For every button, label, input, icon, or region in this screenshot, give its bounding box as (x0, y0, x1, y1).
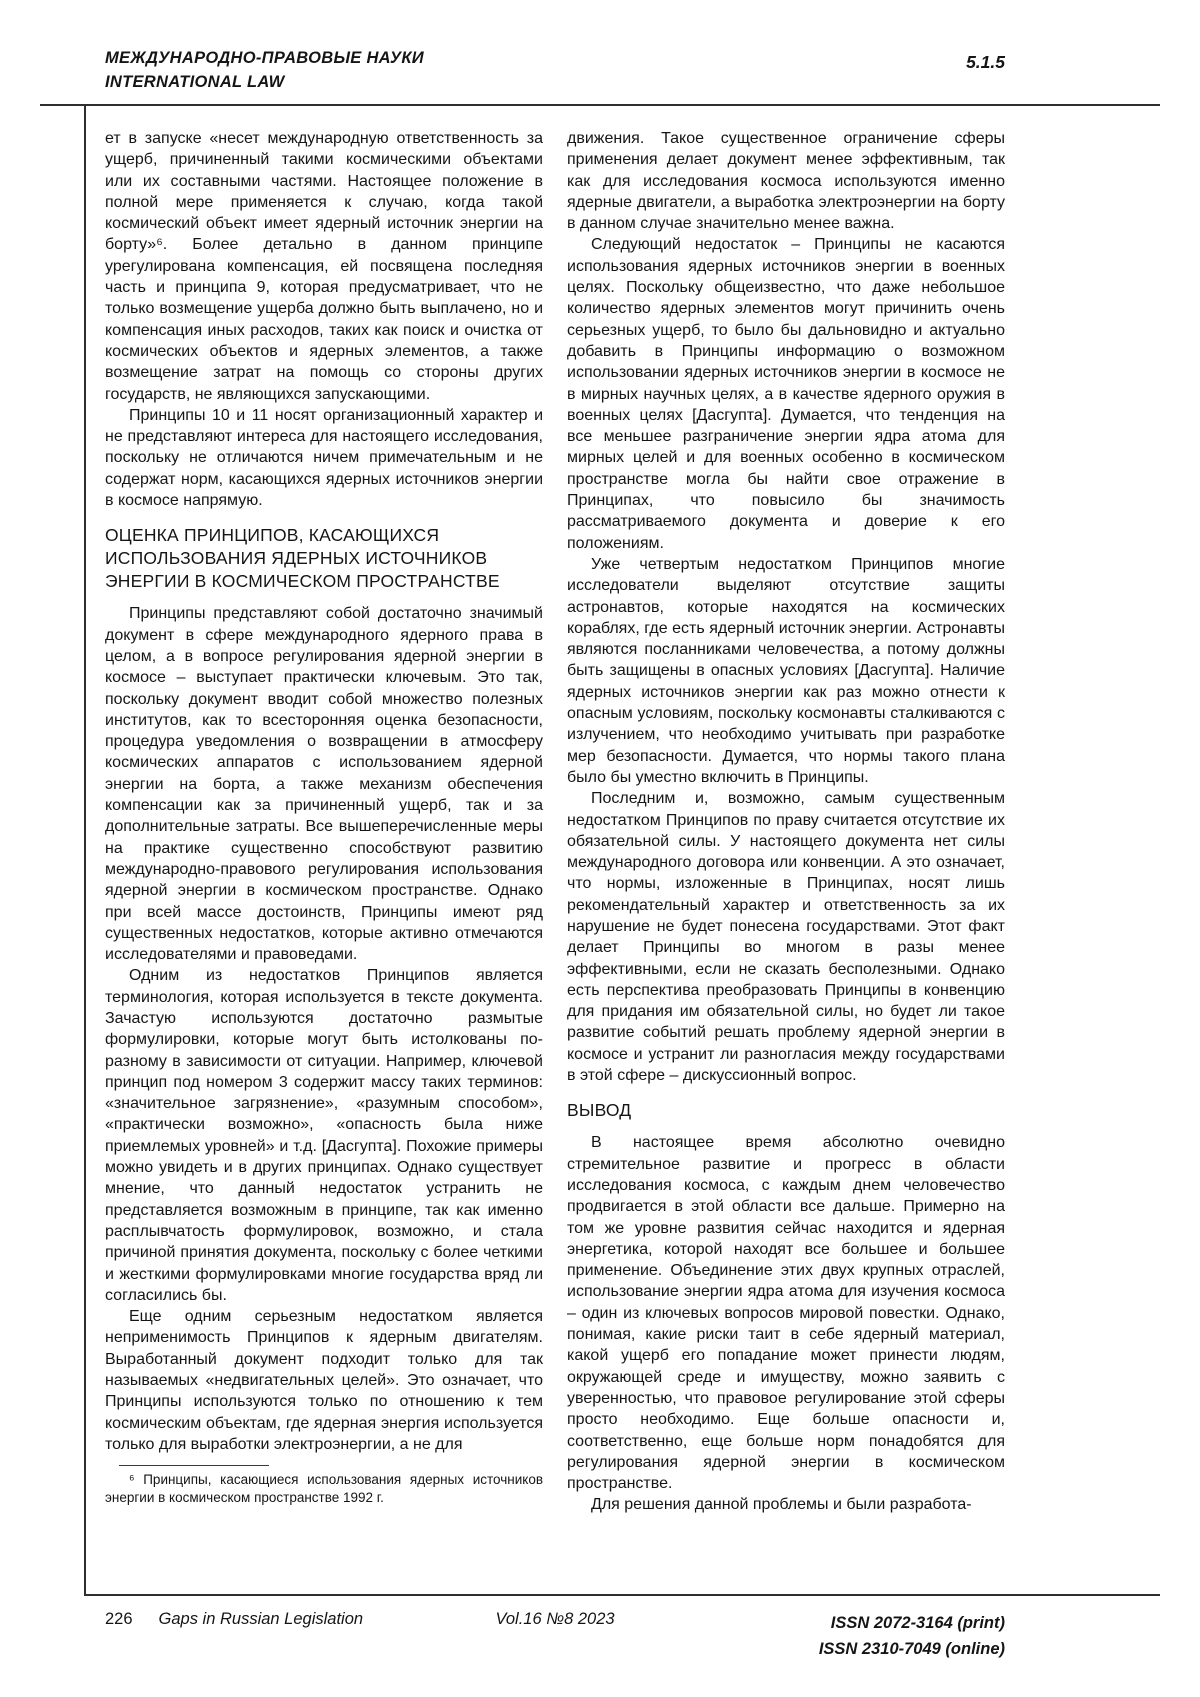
footnote-text: ⁶ Принципы, касающиеся использования ядерных источников энергии в космическом пространстве 1992 г. (105, 1472, 543, 1505)
paragraph: Одним из недостатков Принципов является терминология, которая используется в тексте документа. Зачастую используются достаточно размытые формулировки, которые могут быть истолкованы по-разному в зависимости от ситуации. Например, ключевой принцип под номером 3 содержит массу таких терминов: «значительное загрязнение», «разумным способом», «практически возможно», «опасность была ниже приемлемых уровней» и т.д. [Дасгупта]. Похожие примеры можно увидеть и в других принципах. Однако существует мнение, что данный недостаток устранить не представляется возможным в принципе, так как именно расплывчатость формулировок, возможно, и стала причиной принятия документа, поскольку с более четкими и жесткими формулировками многие государства вряд ли согласились бы. (105, 967, 543, 1304)
footer-rule (84, 1594, 1160, 1596)
page-header (105, 46, 865, 94)
footer-issn (819, 1610, 1005, 1662)
paragraph: Уже четвертым недостатком Принципов многие исследователи выделяют отсутствие защиты астронавтов, которые находятся на космических кораблях, где есть ядерный источник энергии. Астронавты являются посланниками человечества, а потому должны быть защищены в опасных условиях [Дасгупта]. Наличие ядерных источников энергии как раз можно отнести к опасным условиям, поскольку космонавты сталкиваются с излучением, что необходимо учитывать при разработке мер безопасности. Думается, что нормы такого плана было бы уместно включить в Принципы. (567, 555, 1005, 786)
right-column (567, 128, 1005, 1516)
classification-code: 5.1.5 (966, 52, 1005, 72)
issn-online: ISSN 2310-7049 (online) (818, 1640, 1005, 1658)
paragraph: движения. Такое существенное ограничение сферы применения делает документ менее эффективным, так как для исследования космоса используются именно ядерные двигатели, а выработка электроэнергии на борту в данном случае значительно менее важна. (567, 130, 1005, 233)
section-title-ru: МЕЖДУНАРОДНО-ПРАВОВЫЕ НАУКИ (105, 49, 424, 67)
paragraph: Принципы 10 и 11 носят организационный характер и не представляют интереса для настоящего исследования, поскольку не отличаются ничем примечательным и не содержат норм, касающихся ядерных источников энергии в космосе напрямую. (105, 406, 543, 510)
paragraph: Еще одним серьезным недостатком является неприменимость Принципов к ядерным двигателям. Выработанный документ подходит только для так называемых «недвигательных целей». Это означает, что Принципы используются только по отношению к тем космическим объектам, где ядерная энергия используется только для выработки электроэнергии, а не для (105, 1308, 543, 1453)
paragraph: ет в запуске «несет международную ответственность за ущерб, причиненный такими космическими объектами или их составными частями. Настоящее положение в полной мере применяется к случаю, когда такой космический объект имеет ядерный источник энергии на борту»⁶. Более детально в данном принципе урегулирована компенсация, ей посвящена последняя часть и принципа 9, которая предусматривает, что не только возмещение ущерба должно быть выплачено, но и компенсация иных расходов, таких как поиск и очистка от космических объектов и ядерных элементов, а также возмещение затрат на помощь со стороны других государств, не являющихся запускающими. (105, 130, 543, 403)
paragraph: Принципы представляют собой достаточно значимый документ в сфере международного ядерного права в целом, а в вопросе регулирования ядерной энергии в космосе – выступает практически ключевым. Это так, поскольку документ вводит собой множество полезных институтов, как то всесторонняя оценка безопасности, процедура уведомления о возвращении в атмосферу космических аппаратов с использованием ядерной энергии на борта, а также механизм обеспечения компенсации как за причиненный ущерб, так и за дополнительные затраты. Все вышеперечисленные меры на практике существенно способствуют развитию международно-правового регулирования использования ядерной энергии в космическом пространстве. Однако при всей массе достоинств, Принципы имеют ряд существенных недостатков, которые активно отмечаются исследователями и правоведами. (105, 605, 543, 964)
paragraph: Следующий недостаток – Принципы не касаются использования ядерных источников энергии в военных целях. Поскольку общеизвестно, что даже небольшое количество ядерных элементов могут причинить очень серьезных ущерб, то было бы дальновидно и актуально добавить в Принципы информацию о возможном использовании ядерных источников энергии в космосе не в мирных научных целях, а в качестве ядерного оружия в военных целях [Дасгупта]. Думается, что тенденция на все меньшее разграничение энергии ядра атома для мирных целей и для военных особенно в космическом пространстве могла бы найти свое отражение в Принципах, что повысило бы значимость рассматриваемого документа и доверие к его положениям. (567, 236, 1005, 552)
left-margin-rule (84, 104, 86, 1594)
issn-print: ISSN 2072-3164 (print) (830, 1614, 1005, 1632)
left-column (105, 128, 543, 1506)
footnote (105, 1465, 543, 1506)
section-title-en: INTERNATIONAL LAW (105, 73, 285, 91)
volume-issue: Vol.16 №8 2023 (495, 1610, 615, 1628)
journal-name: Gaps in Russian Legislation (158, 1610, 364, 1628)
paragraph: Для решения данной проблемы и были разработа- (591, 1496, 972, 1514)
footnote-rule (119, 1465, 269, 1466)
paragraph: В настоящее время абсолютно очевидно стремительное развитие и прогресс в области исследования космоса, с каждым днем человечество продвигается в этой области все дальше. Примерно на том же уровне развития сейчас находится и ядерная энергетика, которой находят все большее и большее применение. Объединение этих двух крупных отраслей, использование энергии ядра атома для изучения космоса – один из ключевых вопросов мировой повестки. Однако, понимая, какие риски таит в себе ядерный материал, какой ущерб его попадание может принести людям, окружающей среде и имуществу, можно заявить с уверенностью, что правовое регулирование этой сферы просто необходимо. Еще больше опасности и, соответственно, еще больше норм понадобятся для регулирования ядерной энергии в космическом пространстве. (567, 1134, 1005, 1493)
page-number: 226 (105, 1610, 133, 1628)
paragraph: Последним и, возможно, самым существенным недостатком Принципов по праву считается отсутствие их обязательной силы. У настоящего документа нет силы международного договора или конвенции. А это означает, что нормы, изложенные в Принципах, носят лишь рекомендательный характер и ответственность за их нарушение не будет понесена государствами. Этот факт делает Принципы во многом в разы менее эффективными, если не сказать бесполезными. Однако есть перспектива преобразовать Принципы в конвенцию для придания им обязательной силы, но будет ли такое развитие событий решать проблему ядерной энергии в космосе и устранит ли разногласия между государствами в этой сфере – дискуссионный вопрос. (567, 790, 1005, 1085)
footer-left (105, 1610, 363, 1629)
header-rule (40, 104, 1160, 106)
section-heading: ОЦЕНКА ПРИНЦИПОВ, КАСАЮЩИХСЯ ИСПОЛЬЗОВАНИЯ ЯДЕРНЫХ ИСТОЧНИКОВ ЭНЕРГИИ В КОСМИЧЕСКОМ ПРОСТРАНСТВЕ (105, 525, 500, 592)
section-heading: ВЫВОД (567, 1100, 632, 1121)
